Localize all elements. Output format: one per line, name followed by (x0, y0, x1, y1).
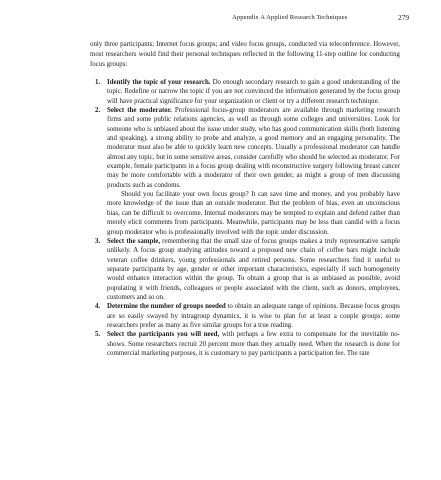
list-item-step-2 (90, 106, 400, 237)
step-body: to obtain an adequate range of opinions. Because focus groups are so easily swayed by intragroup dynamics, it is wise to plan for at least a couple groups; some researchers prefer as many as five similar groups for a true reading. (107, 303, 400, 329)
step-heading: Select the participants you will need, (107, 331, 220, 339)
step-heading: Select the moderator. (107, 107, 172, 115)
list-item-step-1 (90, 78, 400, 106)
intro-paragraph (90, 40, 400, 69)
step-paragraph (107, 330, 400, 358)
list-item-step-5 (90, 330, 400, 358)
step-body: Do enough secondary research to gain a good understanding of the topic. Redefine or narrow the topic if you are not convinced the information generated by the focus group will have practical significance for your organization or client or try a different research technique. (107, 79, 400, 105)
step-number: 1. (95, 79, 101, 86)
step-paragraph-continued: Should you facilitate your own focus group? It can save time and money, and you probably have more knowledge of the issue than an outside moderator. But the problem of bias, even an unconscious bias, can be difficult to overcome. Internal moderators may be tempted to explain and defend rather than merely elicit comments from participants. Meanwhile, participants may be less than candid with a focus group moderator who is professionally involved with the topic under discussion. (107, 191, 400, 236)
focus-group-steps-list (90, 78, 400, 358)
step-heading: Select the sample, (107, 237, 161, 245)
step-heading: Determine the number of groups needed (107, 303, 226, 311)
step-number: 3. (95, 237, 101, 245)
step-number: 2. (95, 107, 101, 115)
step-body: Professional focus-group moderators are available through marketing research firms and some public relations agencies, as well as through some colleges and universities. Look for someone who is unbiased about the issue under study, who has good communication skills (both listening and speaking), a strong ability to probe and analyze, a good memory and an engaging personality. The moderator must also be able to quickly learn new concepts. Usually a professional moderator can handle almost any topic, but in some sensitive areas, consider carefully who should be selected as moderator. For example, female participants in a focus group dealing with reconstructive surgery following breast cancer may be more comfortable with a moderator of their own gender, as might a group of men discussing products such as condoms. (107, 107, 400, 189)
step-paragraph (107, 237, 400, 302)
step-paragraph (107, 106, 400, 190)
running-head: Appendix A Applied Research Techniques (232, 14, 348, 21)
intro-text: only three participants; Internet focus groups; and video focus groups, conducted via teleconference. However, most researchers would find their personal techniques reflected in the following 11-step outline for conducting focus groups: (90, 41, 400, 68)
step-body: remembering that the small size of focus groups makes a truly representative sample unlikely. A focus group studying attitudes toward a proposed new chain of coffee bars might include veteran coffee drinkers, young professionals and retired persons. Some researchers find it useful to separate participants by age, gender or other important characteristics, especially if such homogeneity would enhance interaction within the group. To obtain a group that is as unbiased as possible, avoid populating it with friends, colleagues or people associated with the client, such as donors, employees, customers and so on. (107, 237, 400, 301)
step-number: 4. (95, 303, 101, 311)
step-body: with perhaps a few extra to compensate for the inevitable no-shows. Some researchers recruit 20 percent more than they actually need. When the research is done for commercial marketing purposes, it is customary to pay participants a participation fee. The rate (107, 331, 400, 357)
step-heading: Identify the topic of your research. (107, 79, 211, 86)
list-item-step-3 (90, 237, 400, 302)
page-number: 279 (398, 13, 410, 22)
step-paragraph (107, 302, 400, 330)
step-paragraph (107, 78, 400, 106)
step-number: 5. (95, 331, 101, 339)
list-item-step-4 (90, 302, 400, 330)
